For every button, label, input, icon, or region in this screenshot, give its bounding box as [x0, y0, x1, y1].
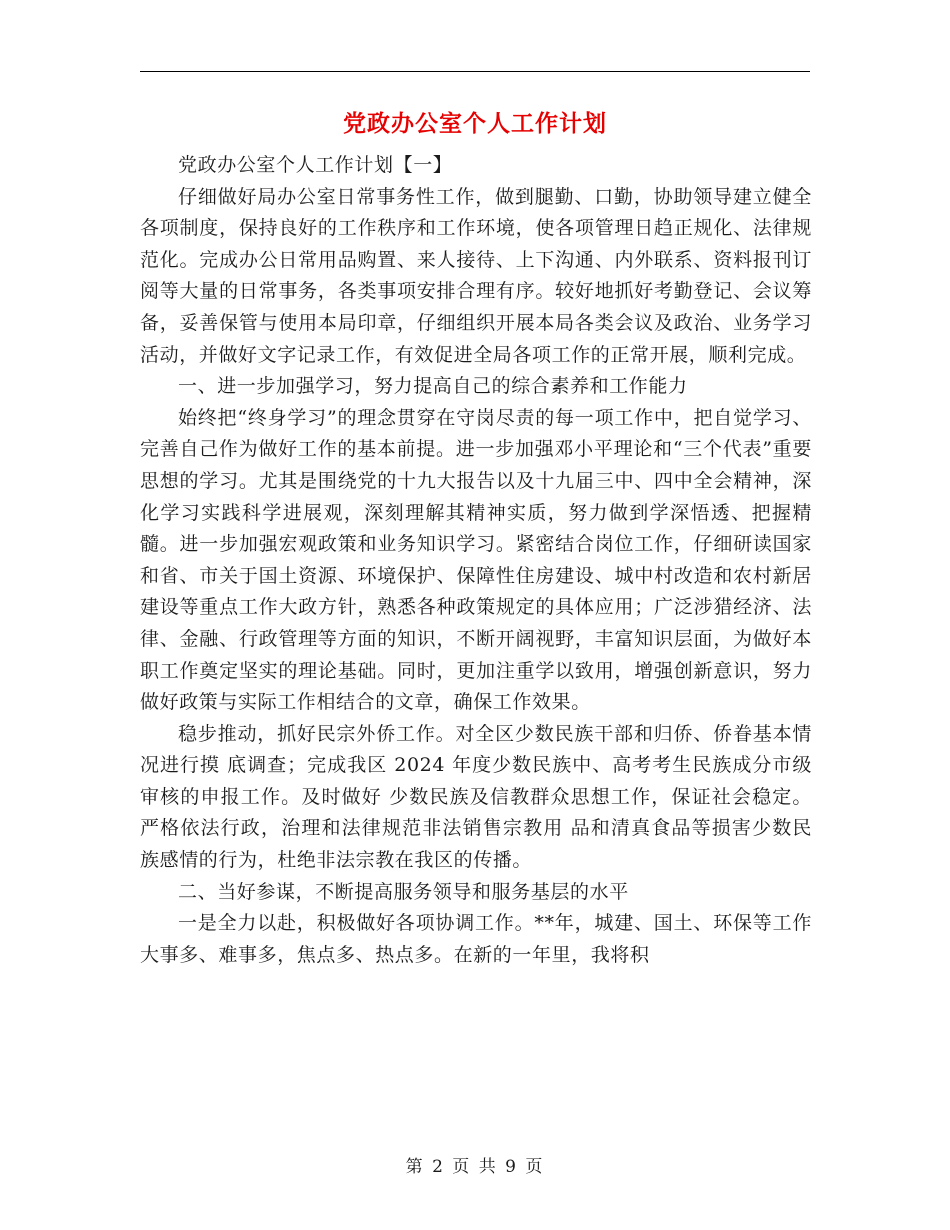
body-paragraph: 稳步推动，抓好民宗外侨工作。对全区少数民族干部和归侨、侨眷基本情况进行摸 底调查；完成我区 2024 年度少数民族中、高考考生民族成分市级审核的申报工作。及时做好 少数民族及信教群众思想工作，保证社会稳定。严格依法行政，治理和法律规范非法销售宗教用 品和清真食品等损害少数民族感情的行为，杜绝非法宗教在我区的传播。: [140, 722, 812, 872]
body-paragraph: 仔细做好局办公室日常事务性工作，做到腿勤、口勤，协助领导建立健全各项制度，保持良好的工作秩序和工作环境，使各项管理日趋正规化、法律规范化。完成办公日常用品购置、来人接待、上下沟通、内外联系、资料报刊订阅等大量的日常事务，各类事项安排合理有序。较好地抓好考勤登记、会议筹备，妥善保管与使用本局印章，仔细组织开展本局各类会议及政治、业务学习活动，并做好文字记录工作，有效促进全局各项工作的正常开展，顺利完成。: [140, 185, 812, 366]
page-number: 第 2 页 共 9 页: [405, 1157, 545, 1177]
body-paragraph: 始终把“终身学习”的理念贯穿在守岗尽责的每一项工作中，把自觉学习、完善自己作为做好工作的基本前提。进一步加强邓小平理论和“三个代表”重要思想的学习。尤其是围绕党的十九大报告以及十九届三中、四中全会精神，深化学习实践科学进展观，深刻理解其精神实质，努力做到学深悟透、把握精髓。进一步加强宏观政策和业务知识学习。紧密结合岗位工作，仔细研读国家和省、市关于国土资源、环境保护、保障性住房建设、城中村改造和农村新居建设等重点工作大政方针，熟悉各种政策规定的具体应用；广泛涉猎经济、法律、金融、行政管理等方面的知识，不断开阔视野，丰富知识层面，为做好本职工作奠定坚实的理论基础。同时，更加注重学以致用，增强创新意识，努力做好政策与实际工作相结合的文章，确保工作效果。: [140, 406, 812, 714]
section-heading: 二、当好参谋，不断提高服务领导和服务基层的水平: [178, 880, 629, 903]
document-title: 党政办公室个人工作计划: [343, 110, 607, 137]
document-body: [140, 150, 812, 971]
body-paragraph: 一是全力以赴，积极做好各项协调工作。**年，城建、国土、环保等工作大事多、难事多，焦点多、热点多。在新的一年里，我将积: [140, 912, 812, 966]
section-heading: 一、进一步加强学习，努力提高自己的综合素养和工作能力: [178, 375, 688, 398]
header-rule: [140, 71, 810, 72]
section-heading: 党政办公室个人工作计划【一】: [178, 154, 453, 176]
